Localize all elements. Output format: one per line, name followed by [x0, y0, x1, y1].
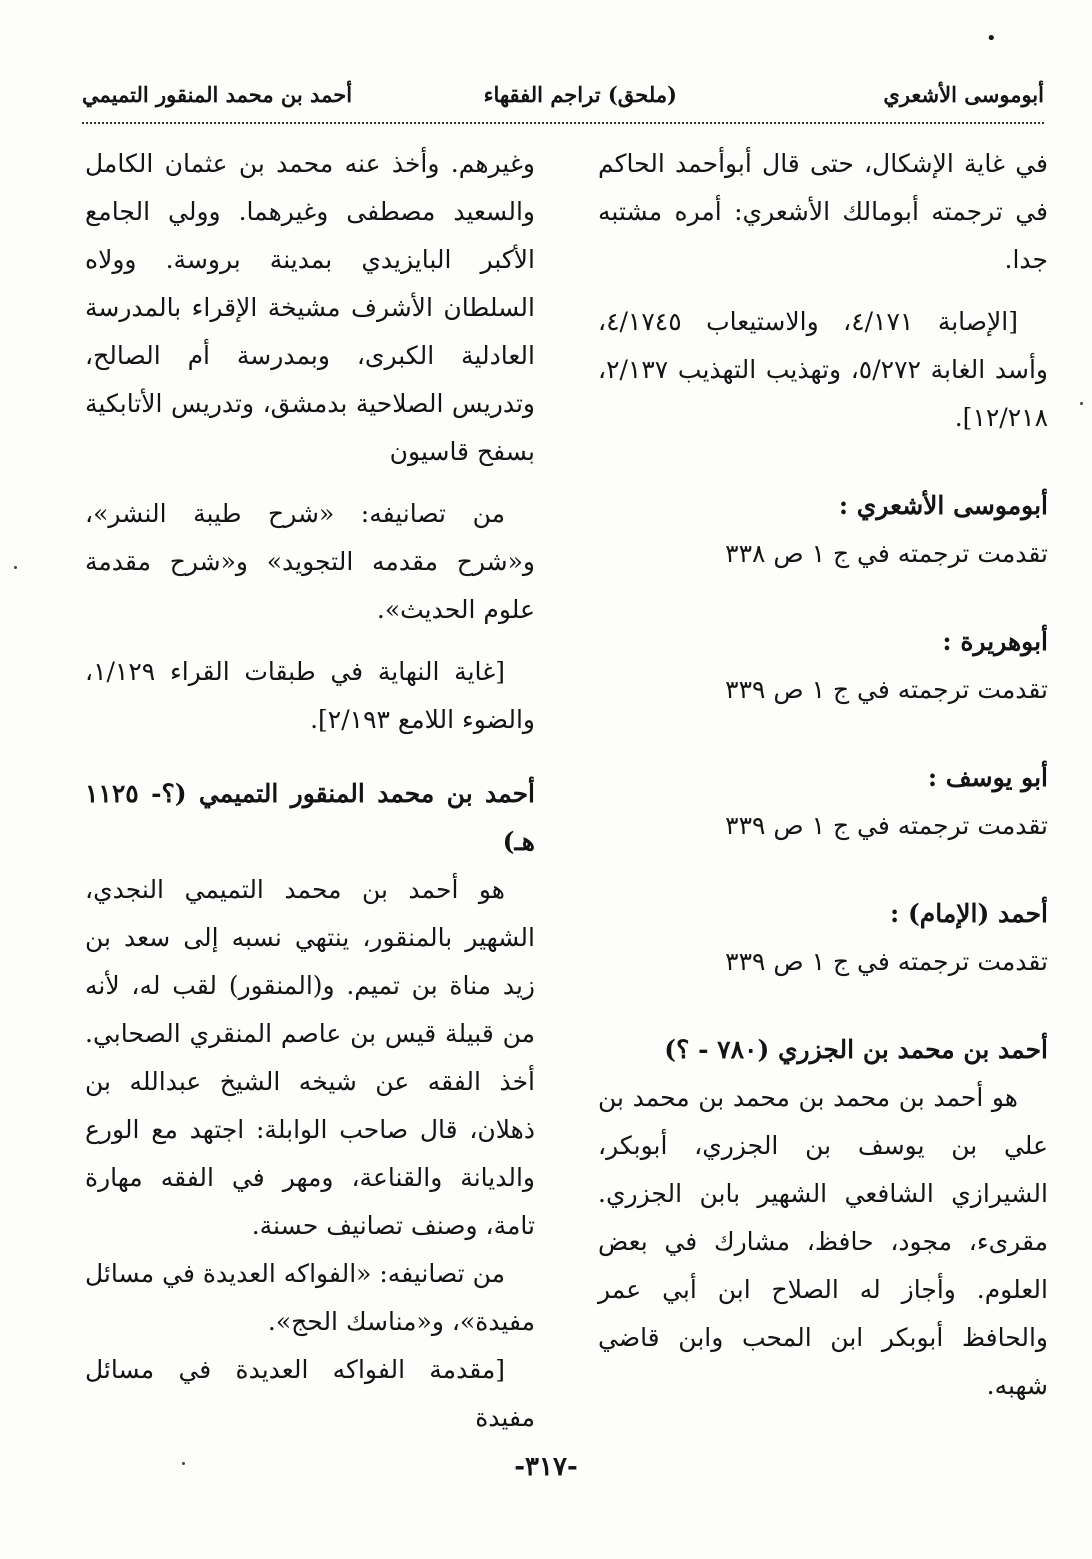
- left-column: [85, 140, 535, 1442]
- works-list: من تصانيفه: «شرح طيبة النشر»، و«شرح مقدمه التجويد» و«شرح مقدمة علوم الحديث».: [85, 499, 535, 624]
- entry-heading: أبوموسى الأشعري :: [838, 491, 1048, 520]
- entry-body: هو أحمد بن محمد التميمي النجدي، الشهير بالمنقور، ينتهي نسبه إلى سعد بن زيد مناة بن تميم. و(المنقور) لقب له، لأنه من قبيلة قيس بن عاصم المنقري الصحابي. أخذ الفقه عن شيخه الشيخ عبدالله بن ذهلان، قال صاحب الوابلة: اجتهد مع الورع والديانة والقناعة، ومهر في الفقه مهارة تامة، وصنف تصانيف حسنة.: [85, 875, 535, 1240]
- scan-speck: [182, 1462, 185, 1465]
- header-center-title: (ملحق) تراجم الفقهاء: [483, 82, 677, 107]
- cross-reference: تقدمت ترجمته في ج ١ ص ٣٣٩: [725, 811, 1048, 840]
- right-column: [598, 140, 1048, 1410]
- paragraph: في غاية الإشكال، حتى قال أبوأحمد الحاكم في ترجمته أبومالك الأشعري: أمره مشتبه جدا.: [598, 149, 1048, 274]
- page-number: -٣١٧-: [514, 1452, 578, 1482]
- source-citation: [غاية النهاية في طبقات القراء ١/١٢٩، والضوء اللامع ٢/١٩٣].: [85, 657, 535, 734]
- entry-body: هو أحمد بن محمد بن محمد بن محمد بن علي بن يوسف بن الجزري، أبوبكر، الشيرازي الشافعي الشهير بابن الجزري. مقرىء، مجود، حافظ، مشارك في بعض العلوم. وأجاز له الصلاح ابن أبي عمر والحافظ أبوبكر ابن المحب وابن قاضي شهبه.: [598, 1083, 1048, 1400]
- scan-speck: [1080, 402, 1083, 405]
- entry-heading: أحمد بن محمد بن الجزري (٧٨٠ - ؟): [664, 1035, 1048, 1064]
- running-header: [82, 82, 1044, 118]
- source-citation: [مقدمة الفواكه العديدة في مسائل مفيدة: [85, 1355, 535, 1432]
- cross-reference: تقدمت ترجمته في ج ١ ص ٣٣٩: [725, 947, 1048, 976]
- entry-heading: أحمد (الإمام) :: [890, 899, 1048, 928]
- header-right-title: أبوموسى الأشعري: [883, 82, 1044, 107]
- entry-heading: أبو يوسف :: [927, 763, 1048, 792]
- works-list: من تصانيفه: «الفواكه العديدة في مسائل مفيدة»، و«مناسك الحج».: [85, 1259, 535, 1336]
- header-left-title: أحمد بن محمد المنقور التميمي: [82, 82, 353, 107]
- top-mark: •: [986, 28, 997, 49]
- scan-speck: [14, 566, 17, 569]
- entry-heading: أحمد بن محمد المنقور التميمي (؟- ١١٢٥ هـ): [85, 779, 535, 856]
- source-citation: [الإصابة ٤/١٧١، والاستيعاب ٤/١٧٤٥، وأسد الغابة ٥/٢٧٢، وتهذيب التهذيب ٢/١٣٧، ١٢/٢١٨].: [598, 307, 1048, 432]
- entry-heading: أبوهريرة :: [942, 627, 1048, 656]
- header-dotted-rule: [82, 122, 1044, 124]
- paragraph: وغيرهم. وأخذ عنه محمد بن عثمان الكامل والسعيد مصطفى وغيرهما. وولي الجامع الأكبر البايزيدي بمدينة بروسة. وولاه السلطان الأشرف مشيخة الإقراء بالمدرسة العادلية الكبرى، وبمدرسة أم الصالح، وتدريس الصلاحية بدمشق، وتدريس الأتابكية بسفح قاسيون: [85, 149, 535, 466]
- cross-reference: تقدمت ترجمته في ج ١ ص ٣٣٩: [725, 675, 1048, 704]
- cross-reference: تقدمت ترجمته في ج ١ ص ٣٣٨: [725, 539, 1048, 568]
